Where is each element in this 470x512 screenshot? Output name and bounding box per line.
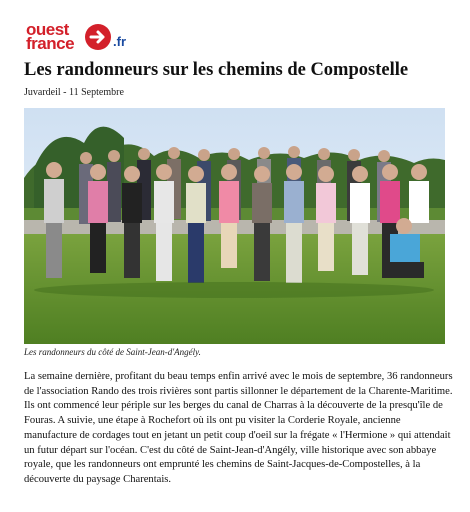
logo-word-france: france xyxy=(26,34,75,53)
article-headline: Les randonneurs sur les chemins de Compostelle xyxy=(24,60,409,80)
logo-arrow-icon xyxy=(85,24,111,50)
group-photo-illustration xyxy=(24,108,445,344)
logo-suffix-fr: .fr xyxy=(113,34,126,49)
article-photo xyxy=(24,108,445,344)
article-dateline: Juvardeil - 11 Septembre xyxy=(24,87,124,98)
article-body: La semaine dernière, profitant du beau temps enfin arrivé avec le mois de septembre, 36 randonneurs de l'association Rando des trois rivières sont partis sillonner le département de la Charente-Maritime. Ils ont commencé leur périple sur les berges du canal de Charras à la découverte de la presqu'île de Fouras. A suivie, une étape à Rochefort où ils ont pu visiter la Corderie Royale, ancienne manufacture de cordages tout en jetant un petit coup d'oeil sur la frégate « l'Hermione » qui attendait un futur départ sur l'océan. C'est du côté de Saint-Jean-d'Angély, ville historique avec son abbaye royale, que les randonneurs ont emprunté les chemins de Saint-Jacques-de-Compostelles, à la découverte du paysage Charentais. xyxy=(24,371,453,485)
logo-word-ouest: ouest xyxy=(26,20,69,39)
ouest-france-logo[interactable] xyxy=(26,21,130,53)
photo-caption: Les randonneurs du côté de Saint-Jean-d'Angély. xyxy=(24,347,201,357)
